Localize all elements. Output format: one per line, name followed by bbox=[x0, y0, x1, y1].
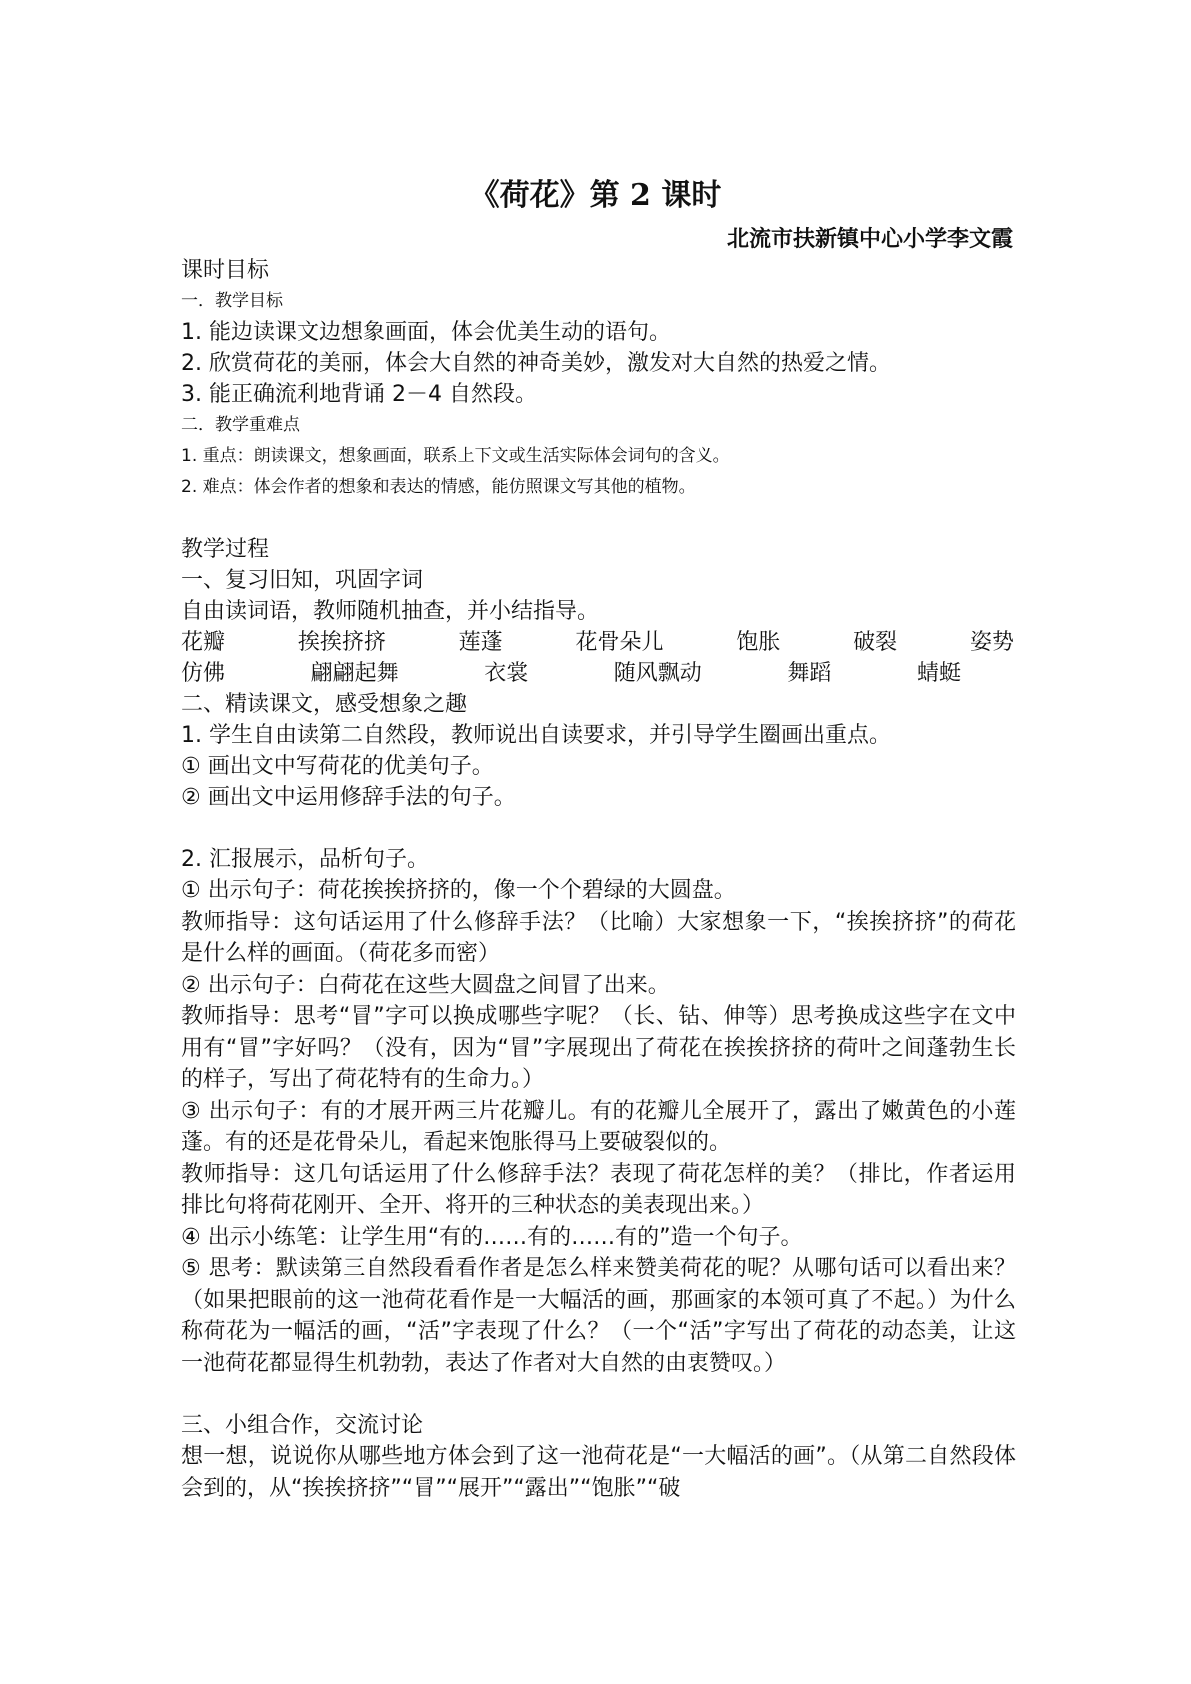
vocab-word: 姿势 bbox=[969, 630, 1014, 655]
process-heading: 教学过程 bbox=[181, 537, 270, 562]
goal-item: 1. 能边读课文边想象画面，体会优美生动的语句。 bbox=[181, 320, 671, 345]
document-body bbox=[181, 255, 1016, 1504]
vocab-word: 翩翩起舞 bbox=[310, 661, 399, 686]
vocab-word: 舞蹈 bbox=[787, 661, 832, 686]
author-line: 北流市扶新镇中心小学李文霞 bbox=[726, 226, 1013, 252]
goal-item: 3. 能正确流利地背诵 2－4 自然段。 bbox=[181, 382, 537, 407]
goals-section-1: 一．教学目标 bbox=[181, 291, 283, 311]
part1-heading: 一、复习旧知，巩固字词 bbox=[181, 568, 424, 593]
analysis-paragraph: ④ 出示小练笔：让学生用“有的……有的……有的”造一个句子。 bbox=[181, 1224, 803, 1250]
analysis-paragraph: 教师指导：这几句话运用了什么修辞手法？表现了荷花怎样的美？（排比，作者运用排比句将荷花刚开、全开、将开的三种状态的美表现出来。） bbox=[181, 1161, 1016, 1218]
analysis-paragraph: ② 出示句子：白荷花在这些大圆盘之间冒了出来。 bbox=[181, 972, 670, 998]
spacer bbox=[181, 503, 1016, 534]
analysis-paragraph: 教师指导：思考“冒”字可以换成哪些字呢？（长、钻、伸等）思考换成这些字在文中用有“冒”字好吗？（没有，因为“冒”字展现出了荷花在挨挨挤挤的荷叶之间蓬勃生长的样子，写出了荷花特有的生命力。） bbox=[181, 1004, 1016, 1092]
vocab-word: 花骨朵儿 bbox=[575, 630, 664, 655]
key-point-item: 1. 重点：朗读课文，想象画面，联系上下文或生活实际体会词句的含义。 bbox=[181, 446, 730, 466]
part2-line: ① 画出文中写荷花的优美句子。 bbox=[181, 754, 494, 779]
goal-item: 2. 欣赏荷花的美丽，体会大自然的神奇美妙，激发对大自然的热爱之情。 bbox=[181, 351, 891, 376]
part2-heading: 二、精读课文，感受想象之趣 bbox=[181, 692, 468, 717]
vocab-word: 花瓣 bbox=[181, 630, 226, 655]
vocab-word: 莲蓬 bbox=[458, 630, 503, 655]
analysis-paragraph: ① 出示句子：荷花挨挨挤挤的，像一个个碧绿的大圆盘。 bbox=[181, 878, 736, 903]
vocab-row-2 bbox=[181, 658, 1016, 689]
vocab-row-1 bbox=[181, 627, 1016, 658]
document-title: 《荷花》第 2 课时 bbox=[469, 178, 722, 213]
vocab-word: 破裂 bbox=[853, 630, 898, 655]
spacer bbox=[181, 1379, 1016, 1410]
vocab-word: 衣裳 bbox=[484, 661, 529, 686]
goals-section-2: 二．教学重难点 bbox=[181, 415, 300, 435]
part2-line: ② 画出文中运用修辞手法的句子。 bbox=[181, 785, 516, 810]
part2-line: 1. 学生自由读第二自然段，教师说出自读要求，并引导学生圈画出重点。 bbox=[181, 723, 891, 748]
vocab-word: 随风飘动 bbox=[613, 661, 702, 686]
part2-step2: 2. 汇报展示，品析句子。 bbox=[181, 847, 429, 872]
analysis-paragraph: ⑤ 思考：默读第三自然段看看作者是怎么样来赞美荷花的呢？从哪句话可以看出来？（如果把眼前的这一池荷花看作是一大幅活的画，那画家的本领可真了不起。）为什么称荷花为一幅活的画，“活”字表现了什么？（一个“活”字写出了荷花的动态美，让这一池荷花都显得生机勃勃，表达了作者对大自然的由衷赞叹。） bbox=[181, 1256, 1016, 1376]
vocab-word: 蜻蜓 bbox=[916, 661, 961, 686]
spacer bbox=[181, 813, 1016, 844]
vocab-word: 仿佛 bbox=[181, 661, 226, 686]
part3-heading: 三、小组合作，交流讨论 bbox=[181, 1413, 424, 1438]
vocab-word: 饱胀 bbox=[736, 630, 781, 655]
key-point-item: 2. 难点：体会作者的想象和表达的情感，能仿照课文写其他的植物。 bbox=[181, 477, 696, 497]
part1-text: 自由读词语，教师随机抽查，并小结指导。 bbox=[181, 599, 600, 624]
part3-text: 想一想，说说你从哪些地方体会到了这一池荷花是“一大幅活的画”。（从第二自然段体会到的，从“挨挨挤挤”“冒”“展开”“露出”“饱胀”“破 bbox=[181, 1444, 1016, 1501]
goals-heading: 课时目标 bbox=[181, 258, 270, 283]
analysis-paragraph: 教师指导：这句话运用了什么修辞手法？（比喻）大家想象一下，“挨挨挤挤”的荷花是什么样的画面。（荷花多而密） bbox=[181, 909, 1016, 966]
analysis-paragraph: ③ 出示句子：有的才展开两三片花瓣儿。有的花瓣儿全展开了，露出了嫩黄色的小莲蓬。有的还是花骨朵儿，看起来饱胀得马上要破裂似的。 bbox=[181, 1098, 1016, 1155]
vocab-word: 挨挨挤挤 bbox=[297, 630, 386, 655]
